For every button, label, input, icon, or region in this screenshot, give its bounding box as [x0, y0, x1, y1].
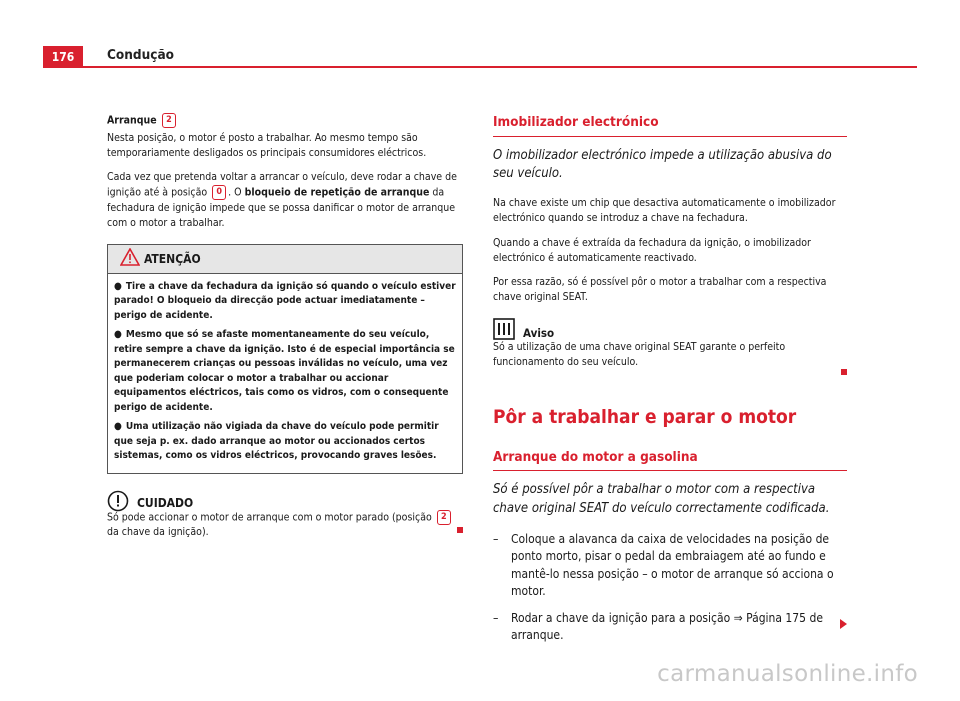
- restart-text-a: Cada vez que pretenda voltar a arrancar o veículo, deve rodar a chave de ignição até à posição: [107, 171, 457, 199]
- arranque-label: Arranque: [107, 114, 157, 127]
- cuidado-text-a: Só pode accionar o motor de arranque com o motor parado (posição: [107, 511, 432, 524]
- immobilizer-paragraph: Quando a chave é extraída da fechadura da ignição, o imobilizador electrónico é automaticamente reactivado.: [493, 236, 811, 264]
- watermark: carmanualsonline.info: [657, 661, 918, 687]
- bullet-icon: ●: [114, 329, 122, 341]
- page-number: 176: [51, 50, 75, 64]
- left-column: [107, 113, 463, 539]
- continue-arrow-icon: [840, 619, 847, 629]
- warning-title: ATENÇÃO: [144, 251, 201, 266]
- notepad-icon: [493, 318, 515, 340]
- section-lead-petrol: Só é possível pôr a trabalhar o motor com a respectiva chave original SEAT do veículo correctamente codificada.: [493, 482, 830, 517]
- end-marker: [841, 369, 847, 375]
- aviso-title: Aviso: [523, 325, 555, 340]
- warning-item: [114, 328, 456, 415]
- page-number-badge: [43, 46, 83, 68]
- header-rule: [43, 66, 917, 68]
- step-text: Rodar a chave da ignição para a posição ⇒ Página 175 de arranque.: [511, 610, 823, 642]
- section-title-petrol: Arranque do motor a gasolina: [493, 448, 847, 472]
- aviso-text: Só a utilização de uma chave original SEAT garante o perfeito funcionamento do seu veículo.: [493, 340, 786, 368]
- warning-box: [107, 244, 463, 474]
- arranque-paragraph: Nesta posição, o motor é posto a trabalhar. Ao mesmo tempo são temporariamente desligados os principais consumidores eléctricos.: [107, 131, 427, 159]
- caution-icon: [107, 490, 129, 512]
- step-text: Coloque a alavanca da caixa de velocidades na posição de ponto morto, pisar o pedal da embraiagem até ao fundo e mantê-lo nessa posição – o motor de arranque só acciona o motor.: [511, 532, 834, 599]
- cuidado-text-b: da chave da ignição).: [107, 526, 209, 539]
- warning-triangle-icon: [120, 248, 140, 266]
- restart-text-b: . O: [228, 186, 242, 199]
- immobilizer-paragraph: Por essa razão, só é possível pôr o motor a trabalhar com a respectiva chave original SEAT.: [493, 276, 827, 304]
- warning-item-text: Tire a chave da fechadura da ignição só quando o veículo estiver parado! O bloqueio da direcção pode actuar imediatamente – perigo de acidente.: [114, 280, 456, 321]
- bullet-icon: ●: [114, 421, 122, 433]
- dash-marker: –: [493, 532, 499, 547]
- warning-item-text: Uma utilização não vigiada da chave do veículo pode permitir que seja p. ex. dado arranque ao motor ou accionados certos sistemas, como os vidros eléctricos, provocando graves lesões.: [114, 421, 439, 462]
- step-item: [493, 610, 847, 645]
- position-badge: 2: [162, 113, 176, 128]
- aviso-heading: [493, 318, 847, 340]
- immobilizer-paragraph: Na chave existe um chip que desactiva automaticamente o imobilizador electrónico quando se introduz a chave na fechadura.: [493, 197, 836, 225]
- end-marker: [457, 527, 463, 533]
- step-item: [493, 531, 847, 601]
- arranque-heading: [107, 113, 463, 129]
- restart-text-bold: bloqueio de repetição de arranque: [244, 186, 430, 199]
- warning-body: [108, 274, 462, 473]
- cuidado-heading: [107, 490, 463, 510]
- chapter-title: Condução: [107, 47, 174, 63]
- section-title-immobilizer: Imobilizador electrónico: [493, 113, 847, 137]
- restart-text-c: da fechadura de ignição impede que se possa danificar o motor de arranque com o motor a trabalhar.: [107, 186, 456, 230]
- warning-item-text: Mesmo que só se afaste momentaneamente do seu veículo, retire sempre a chave da ignição. Isto é de especial importância se permanecerem crianças ou pessoas inválidas no veículo, uma vez que poderiam colocar o motor a trabalhar ou accionar equipamentos eléctricos, tais como os vidros, com o consequente perigo de acidente.: [114, 329, 455, 413]
- bullet-icon: ●: [114, 280, 122, 292]
- warning-item: [114, 420, 456, 464]
- main-section-title: Pôr a trabalhar e parar o motor: [493, 406, 797, 429]
- cuidado-title: CUIDADO: [137, 495, 194, 510]
- dash-marker: –: [493, 610, 499, 625]
- right-column: [493, 113, 847, 642]
- restart-paragraph: [107, 170, 463, 231]
- warning-header: [108, 245, 462, 274]
- position-badge: 0: [212, 185, 226, 200]
- warning-item: [114, 280, 456, 324]
- section-lead-immobilizer: O imobilizador electrónico impede a utilização abusiva do seu veículo.: [493, 147, 832, 182]
- position-badge: 2: [437, 510, 451, 525]
